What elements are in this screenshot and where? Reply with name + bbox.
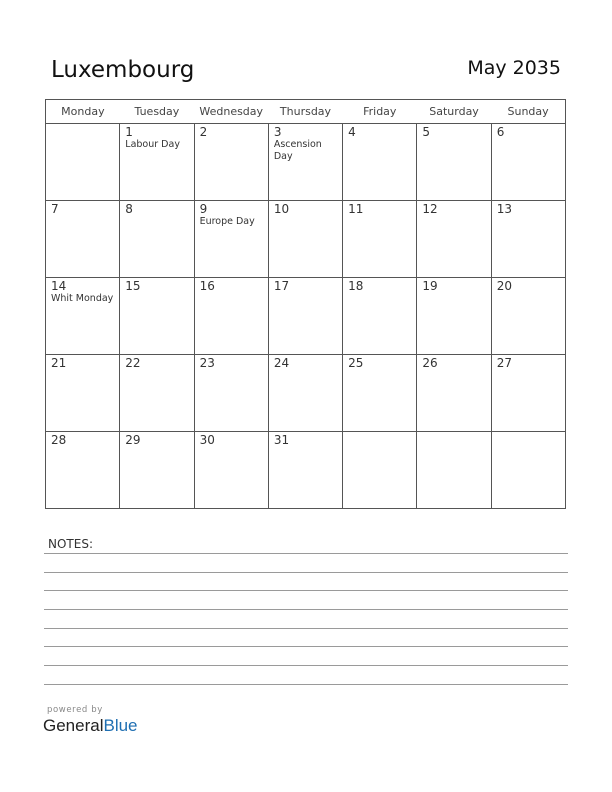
day-number: 4 xyxy=(348,125,356,139)
weekday-header: Wednesday xyxy=(194,100,268,124)
day-cell xyxy=(46,124,120,201)
calendar-country-title: Luxembourg xyxy=(51,57,195,83)
note-line xyxy=(44,590,568,591)
day-cell xyxy=(120,201,194,278)
day-cell xyxy=(417,201,491,278)
day-number: 19 xyxy=(422,279,438,293)
day-cell xyxy=(120,355,194,432)
note-line xyxy=(44,628,568,629)
day-cell xyxy=(194,432,268,509)
day-number xyxy=(46,124,119,125)
day-cell xyxy=(46,201,120,278)
day-cell xyxy=(120,432,194,509)
notes-label: NOTES: xyxy=(48,537,93,551)
weekday-header: Tuesday xyxy=(120,100,194,124)
day-number: 15 xyxy=(125,279,141,293)
brand-blue-text: Blue xyxy=(103,716,138,735)
weekday-header: Monday xyxy=(46,100,120,124)
day-number: 16 xyxy=(199,279,215,293)
day-cell xyxy=(194,201,268,278)
day-number: 28 xyxy=(51,433,67,447)
day-cell xyxy=(268,201,342,278)
day-number: 9 xyxy=(199,202,208,216)
day-cell xyxy=(491,278,565,355)
day-number: 13 xyxy=(496,202,512,216)
day-cell xyxy=(268,355,342,432)
calendar-month-year: May 2035 xyxy=(467,57,561,79)
day-number: 5 xyxy=(422,125,431,139)
note-line xyxy=(44,684,568,685)
day-number: 24 xyxy=(273,356,290,370)
note-line xyxy=(44,572,568,573)
day-cell xyxy=(268,278,342,355)
brand-general-text: General xyxy=(43,716,104,735)
day-number: 31 xyxy=(273,433,290,447)
day-cell xyxy=(46,432,120,509)
day-number: 29 xyxy=(125,433,141,447)
holiday-label: Labour Day xyxy=(125,139,180,150)
day-number: 17 xyxy=(273,279,290,293)
day-cell xyxy=(194,278,268,355)
day-number: 2 xyxy=(199,125,208,139)
weekday-header: Saturday xyxy=(417,100,491,124)
day-cell xyxy=(46,278,120,355)
day-cell xyxy=(417,278,491,355)
calendar-body xyxy=(46,124,566,509)
note-line xyxy=(44,609,568,610)
day-number: 7 xyxy=(51,202,59,216)
note-line xyxy=(44,646,568,647)
day-number: 12 xyxy=(422,202,438,216)
day-cell xyxy=(343,278,417,355)
holiday-label: Whit Monday xyxy=(51,293,114,304)
week-row xyxy=(46,355,566,432)
day-cell xyxy=(268,432,342,509)
day-number xyxy=(417,432,490,433)
week-row xyxy=(46,124,566,201)
day-number: 27 xyxy=(496,356,512,370)
day-cell xyxy=(343,201,417,278)
day-number: 3 xyxy=(273,125,282,139)
day-cell xyxy=(491,201,565,278)
day-number: 10 xyxy=(273,202,290,216)
weekday-header: Friday xyxy=(343,100,417,124)
day-number xyxy=(492,432,565,433)
day-cell xyxy=(343,355,417,432)
week-row xyxy=(46,278,566,355)
day-cell xyxy=(491,432,565,509)
day-number: 20 xyxy=(496,279,512,293)
day-cell xyxy=(268,124,342,201)
note-line xyxy=(44,665,568,666)
day-number: 26 xyxy=(422,356,438,370)
day-number: 6 xyxy=(496,125,505,139)
day-number: 21 xyxy=(51,356,67,370)
day-number: 30 xyxy=(199,433,215,447)
day-cell xyxy=(491,355,565,432)
day-cell xyxy=(120,278,194,355)
day-number xyxy=(343,432,416,433)
weekday-header-row xyxy=(46,100,566,124)
week-row xyxy=(46,432,566,509)
powered-by-text: powered by xyxy=(47,705,103,715)
day-cell xyxy=(194,355,268,432)
holiday-label: Europe Day xyxy=(199,216,255,227)
generalblue-logo xyxy=(43,716,138,736)
day-number: 22 xyxy=(125,356,141,370)
day-cell xyxy=(46,355,120,432)
day-cell xyxy=(491,124,565,201)
day-cell xyxy=(343,432,417,509)
day-cell xyxy=(417,432,491,509)
day-number: 11 xyxy=(348,202,364,216)
day-cell xyxy=(343,124,417,201)
day-cell xyxy=(120,124,194,201)
day-cell xyxy=(417,124,491,201)
day-number: 14 xyxy=(51,279,67,293)
day-cell xyxy=(194,124,268,201)
week-row xyxy=(46,201,566,278)
holiday-label: Ascension Day xyxy=(273,139,322,162)
day-number: 23 xyxy=(199,356,215,370)
day-number: 18 xyxy=(348,279,364,293)
weekday-header: Sunday xyxy=(491,100,565,124)
day-cell xyxy=(417,355,491,432)
note-line xyxy=(44,553,568,554)
day-number: 1 xyxy=(125,125,133,139)
calendar-grid xyxy=(45,99,566,509)
day-number: 25 xyxy=(348,356,364,370)
weekday-header: Thursday xyxy=(268,100,342,124)
day-number: 8 xyxy=(125,202,133,216)
